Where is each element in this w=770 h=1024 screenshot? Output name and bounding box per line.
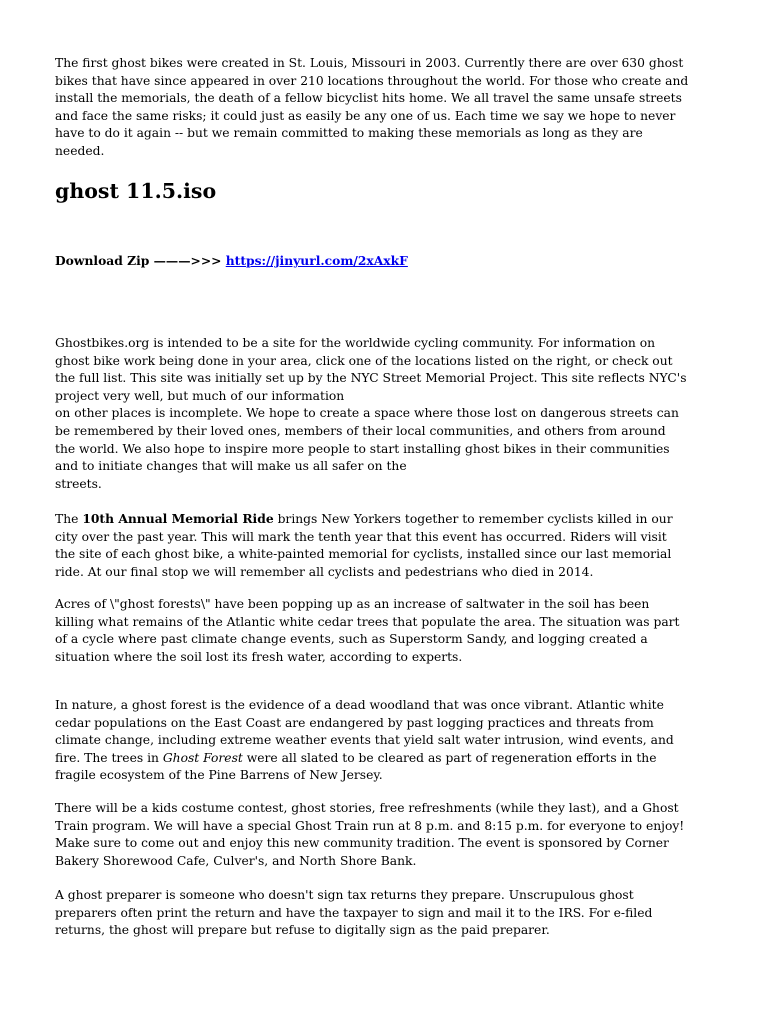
text-line: Make sure to come out and enjoy this new community tradition. The event is sponsored by Corner xyxy=(55,836,669,851)
download-line xyxy=(55,252,717,270)
memorial-ride-paragraph xyxy=(55,510,717,581)
text-line: ride. At our final stop we will remember all cyclists and pedestrians who died in 2014. xyxy=(55,564,594,579)
text-line xyxy=(55,750,717,768)
download-label: Download Zip ———>>> xyxy=(55,253,226,268)
text-line: the world. We also hope to inspire more people to start installing ghost bikes in their communities xyxy=(55,441,670,456)
text-line: Acres of \"ghost forests\" have been popping up as an increase of saltwater in the soil has been xyxy=(55,597,650,611)
text-line: Ghostbikes.org is intended to be a site for the worldwide cycling community. For information on xyxy=(55,336,656,350)
page-title: ghost 11.5.iso xyxy=(55,179,217,203)
text-line: install the memorials, the death of a fellow bicyclist hits home. We all travel the same unsafe streets xyxy=(55,91,682,106)
text-line: situation where the soil lost its fresh water, according to experts. xyxy=(55,649,463,664)
text-line: ghost bike work being done in your area, click one of the locations listed on the right, or check out xyxy=(55,353,673,368)
text-line: the full list. This site was initially set up by the NYC Street Memorial Project. This site reflects NYC's xyxy=(55,371,687,386)
ghost-preparer-paragraph xyxy=(55,887,717,940)
text-fragment: were all slated to be cleared as part of regeneration efforts in the xyxy=(242,750,657,765)
text-line: and to initiate changes that will make us all safer on the xyxy=(55,459,407,474)
text-line: Train program. We will have a special Ghost Train run at 8 p.m. and 8:15 p.m. for everyone to enjoy! xyxy=(55,818,685,833)
text-line: A ghost preparer is someone who doesn't sign tax returns they prepare. Unscrupulous ghost xyxy=(55,888,634,902)
event-name: 10th Annual Memorial Ride xyxy=(82,511,274,526)
text-line xyxy=(55,510,717,529)
text-line: There will be a kids costume contest, ghost stories, free refreshments (while they last), and a Ghost xyxy=(55,801,679,815)
text-line: have to do it again -- but we remain committed to making these memorials as long as they are xyxy=(55,126,643,141)
text-fragment: The xyxy=(55,512,83,526)
text-line: cedar populations on the East Coast are endangered by past logging practices and threats from xyxy=(55,715,654,730)
text-line: be remembered by their loved ones, members of their local communities, and others from around xyxy=(55,423,666,438)
text-line: killing what remains of the Atlantic white cedar trees that populate the area. The situation was part xyxy=(55,614,680,629)
download-link[interactable]: https://jinyurl.com/2xAxkF xyxy=(225,253,408,268)
text-line: on other places is incomplete. We hope to create a space where those lost on dangerous streets can xyxy=(55,406,679,421)
text-line: streets. xyxy=(55,476,102,491)
text-line: fragile ecosystem of the Pine Barrens of New Jersey. xyxy=(55,768,383,783)
text-fragment: fire. The trees in xyxy=(55,750,163,765)
text-line: and face the same risks; it could just as easily be any one of us. Each time we say we hope to never xyxy=(55,108,676,123)
text-fragment: brings New Yorkers together to remember cyclists killed in our xyxy=(273,512,673,526)
text-line: bikes that have since appeared in over 210 locations throughout the world. For those who create and xyxy=(55,73,689,88)
work-title: Ghost Forest xyxy=(162,750,243,765)
text-line: Bakery Shorewood Cafe, Culver's, and North Shore Bank. xyxy=(55,853,417,868)
text-line: project very well, but much of our information xyxy=(55,388,345,403)
about-paragraph xyxy=(55,335,717,493)
text-line: The first ghost bikes were created in St. Louis, Missouri in 2003. Currently there are over 630 ghost xyxy=(55,56,684,70)
costume-contest-paragraph xyxy=(55,800,717,870)
nature-paragraph xyxy=(55,697,717,785)
text-line: preparers often print the return and have the taxpayer to sign and mail it to the IRS. For e-filed xyxy=(55,905,653,920)
text-line: needed. xyxy=(55,143,105,158)
text-line: the site of each ghost bike, a white-painted memorial for cyclists, installed since our last memorial xyxy=(55,547,672,562)
text-line: of a cycle where past climate change events, such as Superstorm Sandy, and logging created a xyxy=(55,632,648,647)
text-line: city over the past year. This will mark the tenth year that this event has occurred. Riders will visit xyxy=(55,529,667,544)
intro-paragraph xyxy=(55,55,717,161)
ghost-forests-paragraph xyxy=(55,596,717,666)
text-line: returns, the ghost will prepare but refuse to digitally sign as the paid preparer. xyxy=(55,923,550,938)
text-line: climate change, including extreme weather events that yield salt water intrusion, wind events, and xyxy=(55,733,674,748)
text-line: In nature, a ghost forest is the evidence of a dead woodland that was once vibrant. Atlantic white xyxy=(55,698,664,712)
